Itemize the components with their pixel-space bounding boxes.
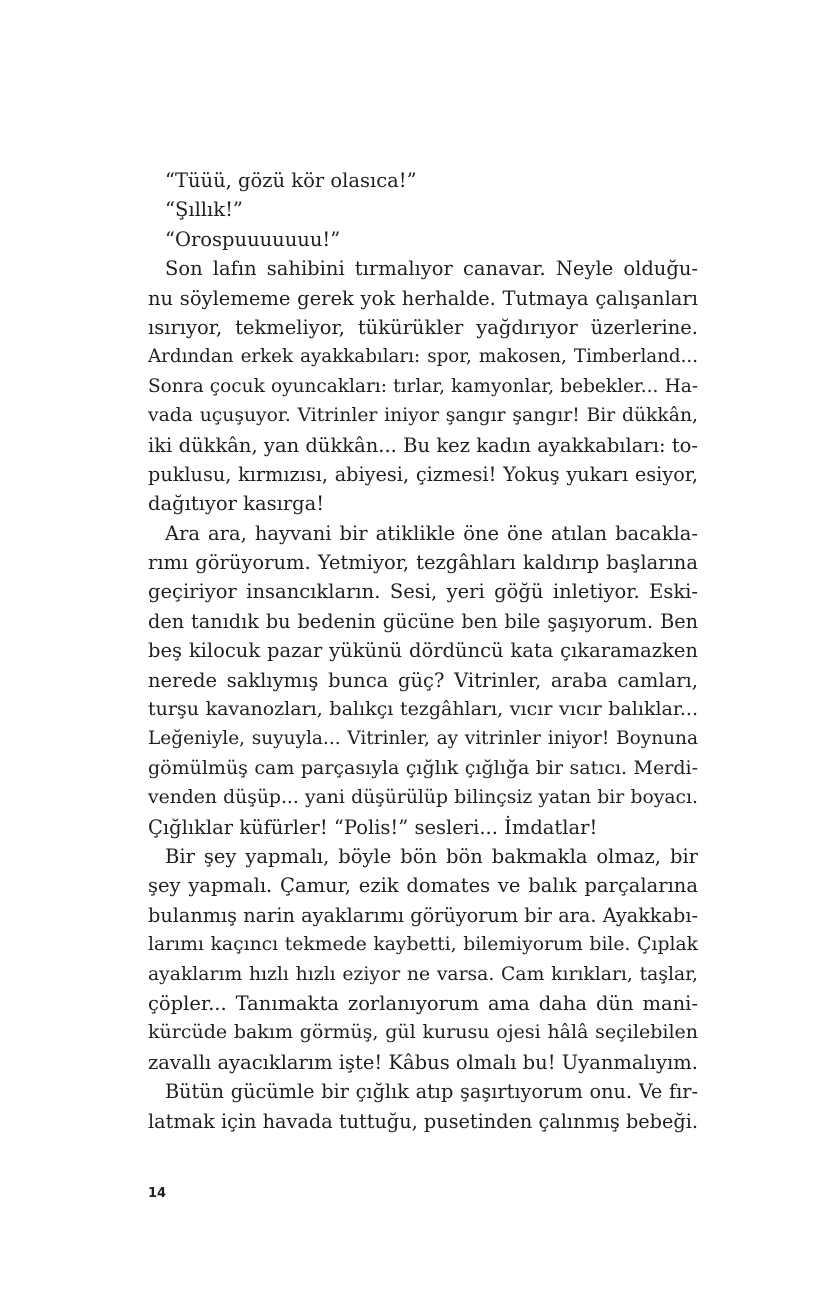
text-line: larımı kaçıncı tekmede kaybetti, bilemiyorum bile. Çıplak [148, 934, 698, 956]
text-line: beş kilocuk pazar yükünü dördüncü kata çıkaramazken [148, 639, 698, 663]
text-line: latmak için havada tuttuğu, pusetinden çalınmış bebeği. [148, 1109, 698, 1133]
text-line: puklusu, kırmızısı, abiyesi, çizmesi! Yokuş yukarı esiyor, [148, 462, 698, 486]
text-line: den tanıdık bu bedenin gücüne ben bile şaşıyorum. Ben [148, 609, 698, 633]
page-text [148, 166, 698, 1136]
text-line: kürcüde bakım görmüş, gül kurusu ojesi hâlâ seçilebilen [148, 1021, 698, 1044]
text-line: Sonra çocuk oyuncakları: tırlar, kamyonlar, bebekler... Ha- [148, 375, 698, 397]
text-line: iki dükkân, yan dükkân... Bu kez kadın ayakkabıları: to- [148, 433, 698, 457]
text-line: “Tüüü, gözü kör olasıca!” [165, 169, 417, 192]
text-line: zavallı ayacıklarım işte! Kâbus olmalı bu! Uyanmalıyım. [148, 1050, 698, 1074]
text-line: Çığlıklar küfürler! “Polis!” sesleri... İmdatlar! [148, 815, 598, 839]
text-line: Bir şey yapmalı, böyle bön bön bakmakla olmaz, bir [165, 844, 698, 868]
text-line: Ardından erkek ayakkabıları: spor, makosen, Timberland... [148, 346, 698, 368]
text-line: Ara ara, hayvani bir atiklikle öne öne atılan bacakla- [165, 521, 698, 545]
text-line: Son lafın sahibini tırmalıyor canavar. Neyle olduğu- [165, 257, 698, 281]
text-line: dağıtıyor kasırga! [148, 492, 325, 516]
text-line: çöpler... Tanımakta zorlanıyorum ama daha dün mani- [148, 991, 698, 1015]
text-line: şey yapmalı. Çamur, ezik domates ve balık parçalarına [148, 874, 698, 898]
text-line: turşu kavanozları, balıkçı tezgâhları, vıcır vıcır balıklar... [148, 698, 698, 721]
page-number: 14 [148, 1186, 167, 1201]
text-line: rımı görüyorum. Yetmiyor, tezgâhları kaldırıp başlarına [148, 551, 698, 575]
text-line: Leğeniyle, suyuyla... Vitrinler, ay vitrinler iniyor! Boynuna [148, 728, 698, 750]
text-line: “Orospuuuuuuu!” [165, 227, 341, 251]
text-line: vada uçuşuyor. Vitrinler iniyor şangır şangır! Bir dükkân, [148, 405, 698, 427]
text-line: “Şıllık!” [165, 198, 243, 222]
text-line: nerede saklıymış bunca güç? Vitrinler, araba camları, [148, 668, 698, 692]
text-line: gömülmüş cam parçasıyla çığlık çığlığa bir satıcı. Merdi- [148, 756, 698, 779]
text-line: venden düşüp... yani düşürülüp bilinçsiz yatan bir boyacı. [148, 787, 698, 809]
text-line: geçiriyor insancıkların. Sesi, yeri göğü inletiyor. Eski- [148, 580, 698, 604]
text-line: nu söylememe gerek yok herhalde. Tutmaya çalışanları [148, 286, 698, 310]
text-line: ayaklarım hızlı hızlı eziyor ne varsa. Cam kırıkları, taşlar, [148, 963, 698, 985]
text-line: bulanmış narin ayaklarımı görüyorum bir ara. Ayakkabı- [148, 903, 698, 927]
text-line: ısırıyor, tekmeliyor, tükürükler yağdırıyor üzerlerine. [148, 315, 698, 339]
text-line: Bütün gücümle bir çığlık atıp şaşırtıyorum onu. Ve fır- [165, 1080, 698, 1104]
